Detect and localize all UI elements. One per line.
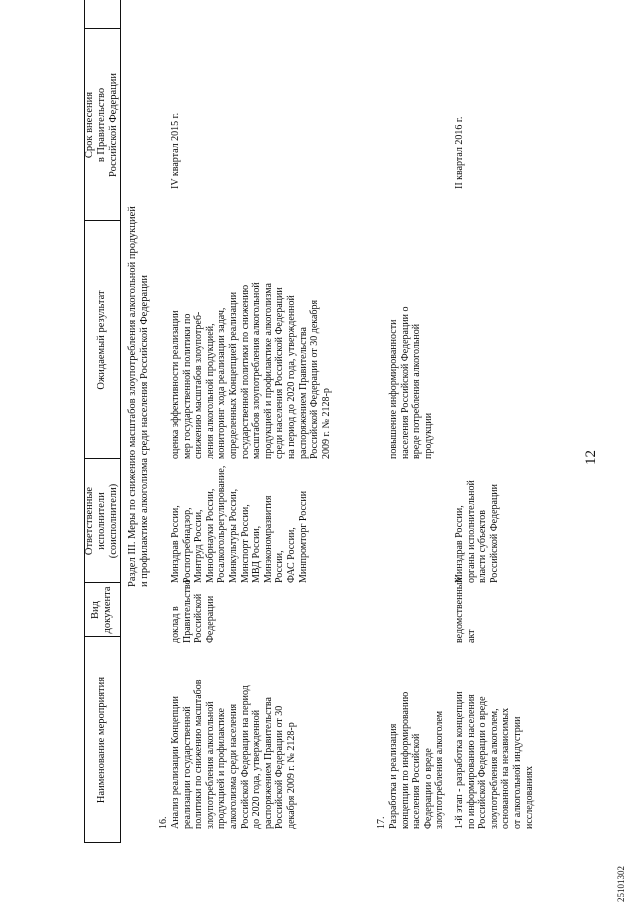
row-number: 16. [158, 816, 169, 829]
executors: Минздрав России, органы исполнительной власти субъектов Российской Федерации [454, 480, 500, 583]
column-header-executors: Ответственные исполнители (соисполнители) [84, 483, 119, 559]
executors: Минздрав России, Роспотребнадзор, Минтруд России, Минобрнауки России, Росалкогольрегулирование, Минкультуры России, Минспорт России, МВД России, Минэкономразвития России, ФАС России, Минпромторг России [170, 465, 309, 583]
column-header-result: Ожидаемый результат [96, 290, 107, 390]
document-type: ведомственный акт [454, 577, 477, 643]
page-number: 12 [583, 450, 599, 465]
column-header-name: Наименование мероприятия [96, 676, 107, 804]
submission-term: IV квартал 2015 г. [170, 112, 181, 189]
measure-name: Разработка и реализация концепции по информированию населения Российской Федерации о вреде злоупотребления алкоголем [388, 691, 446, 829]
measure-name: 1-й этап - разработка концепции по информированию населения Российской Федерации о вреде злоупотребления алкоголем, основанной на независимых от алкогольной индустрии исследованиях [454, 691, 535, 829]
expected-result: оценка эффективности реализации мер государственной политики по снижению масштабов злоупотреб- ления алкогольной продукцией, мониторинг хода реализации задач, определенных Концепцией реализации государственной политики по снижению масштабов злоупотребления алкогольной продукцией и профилактике алкоголизма среди населения Российской Федерации на период до 2020 года, утвержденной распоряжением Правительства Российской Федерации от 30 декабря 2009 г. № 2128-р [170, 282, 332, 459]
column-header-term: Срок внесения в Правительство Российской Федерации [84, 73, 119, 177]
document-type: доклад в Правительство Российской Федерации [170, 579, 216, 643]
column-header-doc: Вид документа [90, 586, 113, 634]
submission-term: II квартал 2016 г. [454, 116, 465, 189]
header-bottom-rule [120, 0, 121, 843]
document-number: 25101302 [616, 866, 626, 902]
measure-name: Анализ реализации Концепции реализации государственной политики по снижению масштабов злоупотребления алкогольной продукцией и профилактике алкоголизма среди населения Российской Федерации на период до 2020 года, утвержденной распоряжением Правительства Российской Федерации от 30 декабря 2009 г. № 2128-р [170, 679, 297, 829]
section-title: Раздел III. Меры по снижению масштабов злоупотребления алкогольной продукцией и профилактике алкоголизма среди населения Российской Федерации [127, 206, 150, 587]
row-number: 17. [376, 816, 387, 829]
expected-result: повышение информированности населения Российской Федерации о вреде потребления алкогольной продукции [388, 306, 434, 459]
